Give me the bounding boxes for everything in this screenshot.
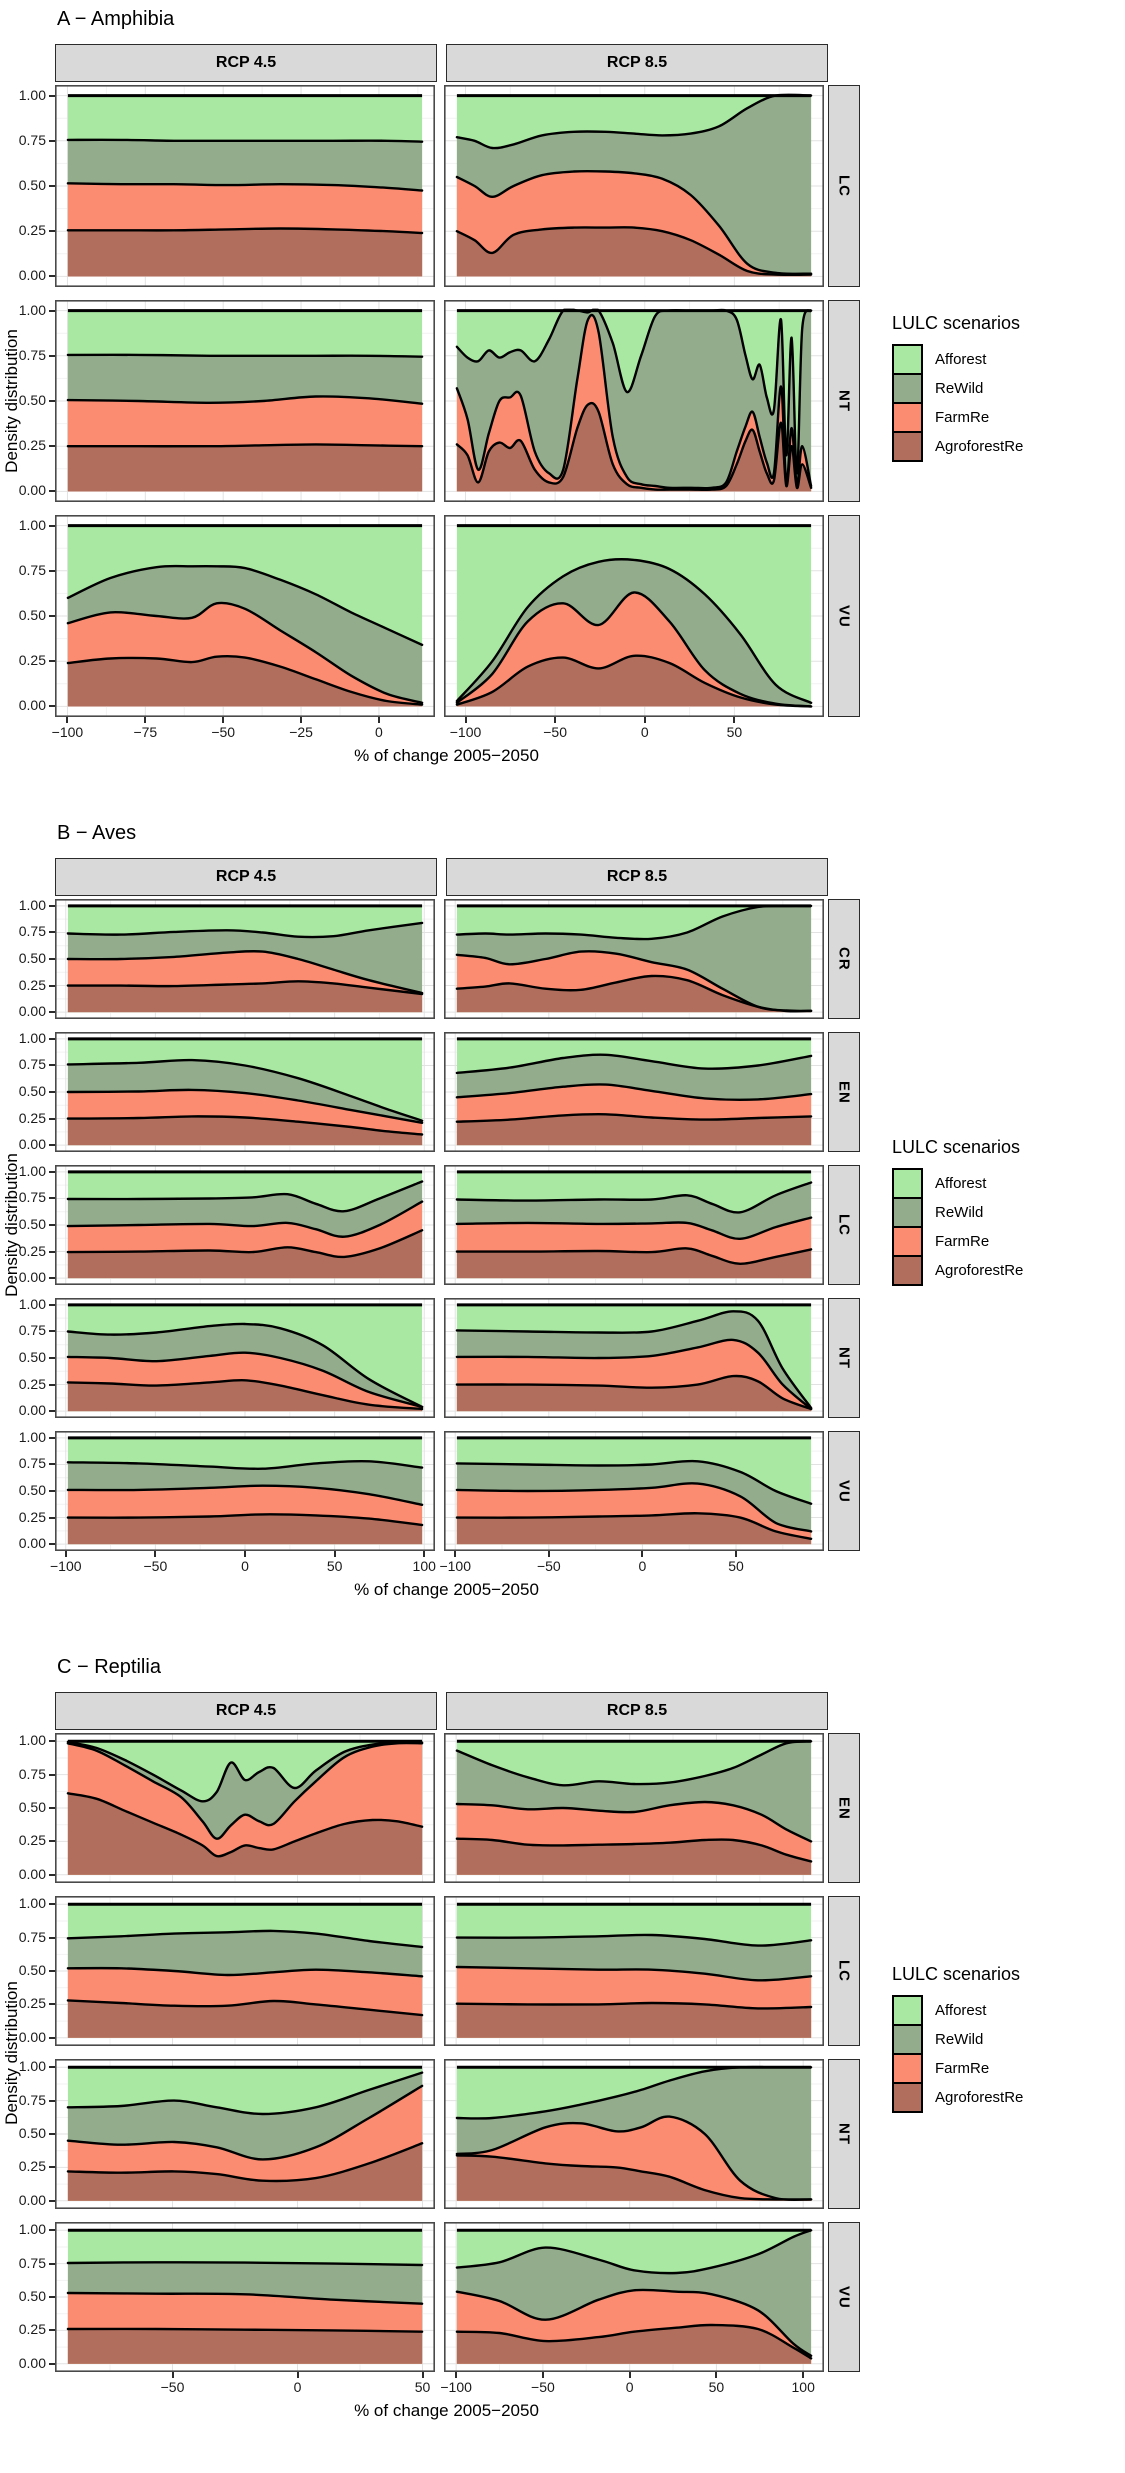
facet-A-VU-rcp45 bbox=[55, 515, 435, 717]
y-tick-label: 0.25 bbox=[18, 976, 46, 993]
plot-row-B-EN bbox=[0, 1029, 866, 1153]
row-strip-label: LC bbox=[835, 1960, 853, 1982]
facet-C-EN-rcp85 bbox=[444, 1733, 824, 1883]
legend-swatch-afforest bbox=[892, 1168, 923, 1199]
density-plot-C-NT-rcp85 bbox=[444, 2059, 824, 2209]
x-tick-mark bbox=[455, 2372, 457, 2378]
x-tick-label: 0 bbox=[625, 2379, 634, 2395]
y-tick-label: 0.25 bbox=[18, 222, 46, 239]
plot-row-C-NT bbox=[0, 2059, 866, 2209]
legend-item-farmre bbox=[892, 1226, 1023, 1257]
x-tick-label: 0 bbox=[241, 1558, 249, 1574]
y-tick-label: 0.75 bbox=[18, 1928, 46, 1945]
plot-row-C-EN bbox=[0, 1733, 866, 1883]
legend-title: LULC scenarios bbox=[892, 1964, 1021, 1984]
y-tick-label: 0.00 bbox=[18, 2191, 46, 2208]
x-axis-C bbox=[55, 2372, 866, 2399]
legend-swatch-farmre bbox=[892, 1226, 923, 1257]
density-plot-B-EN-rcp45 bbox=[55, 1032, 435, 1152]
facet-strip-label: RCP 8.5 bbox=[606, 1702, 668, 1719]
row-gap bbox=[0, 1285, 866, 1298]
legend-item-afforest bbox=[892, 344, 1023, 375]
facet-strip-C-rcp45 bbox=[55, 1692, 437, 1730]
legend-C bbox=[866, 1964, 1023, 2113]
x-tick-mark bbox=[144, 717, 146, 723]
y-tick-label: 0.00 bbox=[18, 1535, 46, 1552]
panel-title-A: A − Amphibia bbox=[57, 8, 175, 30]
y-axis-B-NT bbox=[0, 1295, 55, 1419]
density-plot-C-VU-rcp45 bbox=[55, 2222, 435, 2372]
y-tick-label: 1.00 bbox=[18, 301, 46, 318]
y-axis-B-CR bbox=[0, 896, 55, 1020]
y-tick-label: 0.25 bbox=[18, 2321, 46, 2338]
density-plot-B-EN-rcp85 bbox=[444, 1032, 824, 1152]
y-tick-label: 0.75 bbox=[18, 131, 46, 148]
row-strip-C-NT bbox=[828, 2059, 860, 2209]
legend-label: Afforest bbox=[935, 2002, 987, 2019]
panel-C bbox=[0, 1652, 1125, 2425]
facet-strip-label: RCP 8.5 bbox=[606, 868, 668, 885]
row-strip-label: LC bbox=[835, 1214, 853, 1236]
y-tick-label: 1.00 bbox=[18, 1895, 46, 1912]
plot-row-C-VU bbox=[0, 2222, 866, 2372]
x-axis-B bbox=[49, 1551, 866, 1578]
y-tick-label: 0.25 bbox=[18, 1109, 46, 1126]
legend-swatch-agroforestre bbox=[892, 431, 923, 462]
y-tick-label: 0.00 bbox=[18, 1865, 46, 1882]
y-tick-label: 0.25 bbox=[18, 1832, 46, 1849]
plot-row-A-LC bbox=[0, 85, 866, 287]
facet-strip-A-rcp45 bbox=[55, 44, 437, 82]
legend-label: AgroforestRe bbox=[935, 2089, 1024, 2106]
row-strip-label: NT bbox=[835, 390, 853, 412]
row-gap bbox=[0, 2209, 866, 2222]
panel-B bbox=[0, 818, 1125, 1604]
row-strip-A-VU bbox=[828, 515, 860, 717]
panel-A-plots bbox=[0, 4, 866, 770]
row-strip-C-VU bbox=[828, 2222, 860, 2372]
x-tick-mark bbox=[802, 2372, 804, 2378]
facet-B-LC-rcp85 bbox=[444, 1165, 824, 1285]
plot-row-C-LC bbox=[0, 1896, 866, 2046]
row-strip-B-EN bbox=[828, 1032, 860, 1152]
facet-strips-A bbox=[55, 44, 866, 82]
row-gap bbox=[0, 1019, 866, 1032]
y-tick-label: 0.50 bbox=[18, 607, 46, 623]
row-strip-B-VU bbox=[828, 1431, 860, 1551]
y-tick-label: 0.00 bbox=[18, 482, 46, 499]
y-tick-label: 0.75 bbox=[18, 2254, 46, 2271]
plot-row-A-VU bbox=[0, 515, 866, 717]
x-tick-mark bbox=[641, 1551, 643, 1557]
density-plot-C-LC-rcp85 bbox=[444, 1896, 824, 2046]
facet-strip-label: RCP 4.5 bbox=[215, 868, 277, 885]
x-tick-mark bbox=[378, 717, 380, 723]
legend-title: LULC scenarios bbox=[892, 312, 1021, 333]
x-tick-mark bbox=[423, 1551, 425, 1557]
facet-B-NT-rcp85 bbox=[444, 1298, 824, 1418]
density-plot-C-VU-rcp85 bbox=[444, 2222, 824, 2372]
legend-item-farmre bbox=[892, 402, 1023, 433]
legend-title: LULC scenarios bbox=[892, 1136, 1021, 1157]
facet-B-NT-rcp45 bbox=[55, 1298, 435, 1418]
y-axis-C-VU bbox=[0, 2222, 55, 2372]
y-tick-label: 0.50 bbox=[18, 1799, 46, 1815]
density-plot-B-VU-rcp85 bbox=[444, 1431, 824, 1551]
y-tick-label: 1.00 bbox=[18, 1029, 46, 1046]
x-tick-label: −100 bbox=[51, 724, 84, 740]
y-tick-label: 0.75 bbox=[18, 1056, 46, 1073]
facet-strip-A-rcp85 bbox=[446, 44, 828, 82]
x-tick-mark bbox=[334, 1551, 336, 1557]
x-tick-label: −50 bbox=[143, 1558, 168, 1574]
density-plot-A-NT-rcp85 bbox=[444, 300, 824, 502]
facet-B-LC-rcp45 bbox=[55, 1165, 435, 1285]
x-tick-label: −50 bbox=[211, 724, 236, 740]
x-tick-label: −50 bbox=[531, 2379, 555, 2395]
row-strip-label: VU bbox=[835, 2285, 853, 2309]
y-axis-A-LC bbox=[0, 85, 55, 287]
row-strip-B-LC bbox=[828, 1165, 860, 1285]
y-tick-label: 0.75 bbox=[18, 346, 46, 363]
y-tick-label: 0.75 bbox=[18, 561, 46, 578]
legend-swatch-farmre bbox=[892, 402, 923, 433]
legend-label: AgroforestRe bbox=[935, 1261, 1024, 1279]
x-tick-label: −25 bbox=[289, 724, 313, 740]
row-strip-label: NT bbox=[835, 2123, 853, 2145]
y-tick-label: 1.00 bbox=[18, 86, 46, 103]
x-tick-label: 100 bbox=[412, 1558, 436, 1574]
x-tick-label: −100 bbox=[439, 1558, 471, 1574]
x-tick-mark bbox=[66, 717, 68, 723]
y-tick-label: 1.00 bbox=[18, 2058, 46, 2075]
density-plot-B-CR-rcp85 bbox=[444, 899, 824, 1019]
legend-A bbox=[866, 313, 1023, 462]
x-tick-mark bbox=[154, 1551, 156, 1557]
y-tick-label: 0.25 bbox=[18, 1508, 46, 1525]
row-strip-label: EN bbox=[835, 1796, 853, 1820]
legend-label: ReWild bbox=[935, 379, 984, 397]
row-gap bbox=[0, 1418, 866, 1431]
panel-A bbox=[0, 4, 1125, 770]
density-plot-C-NT-rcp45 bbox=[55, 2059, 435, 2209]
y-tick-label: 0.50 bbox=[18, 392, 46, 408]
legend-item-farmre bbox=[892, 2053, 1023, 2084]
row-strip-A-NT bbox=[828, 300, 860, 502]
density-plot-A-VU-rcp85 bbox=[444, 515, 824, 717]
y-tick-label: 0.25 bbox=[18, 2158, 46, 2175]
y-tick-label: 0.75 bbox=[18, 923, 46, 940]
x-tick-mark bbox=[244, 1551, 246, 1557]
x-tick-label: 0 bbox=[638, 1558, 647, 1574]
facet-A-LC-rcp45 bbox=[55, 85, 435, 287]
legend-label: FarmRe bbox=[935, 1232, 990, 1250]
legend-swatch-agroforestre bbox=[892, 1255, 923, 1286]
density-plot-A-LC-rcp85 bbox=[444, 85, 824, 287]
y-tick-label: 0.00 bbox=[18, 2354, 46, 2371]
density-plot-A-LC-rcp45 bbox=[55, 85, 435, 287]
x-tick-mark bbox=[465, 717, 467, 723]
facet-strips-B bbox=[55, 858, 866, 896]
legend-item-agroforestre bbox=[892, 2082, 1023, 2113]
density-plot-B-LC-rcp85 bbox=[444, 1165, 824, 1285]
legend-swatch-rewild bbox=[892, 2024, 923, 2055]
x-tick-label: −75 bbox=[133, 724, 158, 740]
y-tick-label: 0.00 bbox=[18, 1136, 46, 1153]
y-tick-label: 0.75 bbox=[18, 1322, 46, 1339]
row-strip-B-CR bbox=[828, 899, 860, 1019]
y-tick-label: 1.00 bbox=[18, 1162, 46, 1179]
legend-column-C bbox=[866, 1652, 1125, 2425]
x-tick-mark bbox=[733, 717, 735, 723]
y-tick-label: 0.50 bbox=[18, 1349, 46, 1365]
row-strip-label: EN bbox=[835, 1080, 853, 1104]
row-gap bbox=[0, 502, 866, 515]
facet-strip-C-rcp85 bbox=[446, 1692, 828, 1730]
facet-C-EN-rcp45 bbox=[55, 1733, 435, 1883]
plot-row-B-VU bbox=[0, 1428, 866, 1552]
plot-row-B-NT bbox=[0, 1295, 866, 1419]
row-gap bbox=[0, 1152, 866, 1165]
facet-B-EN-rcp85 bbox=[444, 1032, 824, 1152]
x-axis-A bbox=[51, 717, 866, 744]
y-tick-label: 0.25 bbox=[18, 1242, 46, 1259]
y-axis-title-A: Density distribution bbox=[2, 329, 21, 473]
x-tick-label: 50 bbox=[326, 1558, 343, 1574]
panel-title-C: C − Reptilia bbox=[57, 1656, 161, 1678]
facet-B-EN-rcp45 bbox=[55, 1032, 435, 1152]
row-strip-label: LC bbox=[835, 175, 853, 197]
plot-row-B-CR bbox=[0, 896, 866, 1020]
legend-label: FarmRe bbox=[935, 2060, 990, 2077]
facet-strip-label: RCP 4.5 bbox=[215, 1702, 277, 1719]
row-gap bbox=[0, 2046, 866, 2059]
legend-swatch-farmre bbox=[892, 2053, 923, 2084]
x-tick-mark bbox=[222, 717, 224, 723]
x-tick-label: −50 bbox=[543, 724, 567, 740]
row-strip-label: NT bbox=[835, 1347, 853, 1369]
legend-item-agroforestre bbox=[892, 431, 1023, 462]
y-tick-label: 1.00 bbox=[18, 1732, 46, 1749]
legend-column-A bbox=[866, 4, 1125, 770]
x-axis-title-C: % of change 2005−2050 bbox=[354, 2401, 539, 2420]
y-tick-label: 0.50 bbox=[18, 950, 46, 966]
legend-item-rewild bbox=[892, 373, 1023, 404]
legend-item-afforest bbox=[892, 1168, 1023, 1199]
y-tick-label: 1.00 bbox=[18, 896, 46, 913]
y-tick-label: 0.00 bbox=[18, 267, 46, 284]
legend-item-rewild bbox=[892, 2024, 1023, 2055]
x-tick-label: −50 bbox=[160, 2379, 185, 2395]
facet-C-VU-rcp45 bbox=[55, 2222, 435, 2372]
y-tick-label: 0.25 bbox=[18, 1995, 46, 2012]
x-tick-label: −100 bbox=[449, 724, 482, 740]
y-tick-label: 0.00 bbox=[18, 1402, 46, 1419]
y-tick-label: 1.00 bbox=[18, 516, 46, 533]
facet-C-VU-rcp85 bbox=[444, 2222, 824, 2372]
facet-strip-label: RCP 8.5 bbox=[606, 54, 668, 71]
x-tick-label: 50 bbox=[708, 2379, 725, 2395]
legend-label: FarmRe bbox=[935, 408, 990, 426]
plot-row-B-LC bbox=[0, 1162, 866, 1286]
row-strip-label: CR bbox=[835, 947, 853, 971]
legend-swatch-rewild bbox=[892, 373, 923, 404]
y-tick-label: 0.75 bbox=[18, 1455, 46, 1472]
x-tick-mark bbox=[735, 1551, 737, 1557]
legend-label: AgroforestRe bbox=[935, 437, 1024, 455]
y-tick-label: 0.25 bbox=[18, 437, 46, 454]
x-axis-title-A: % of change 2005−2050 bbox=[354, 746, 539, 765]
y-tick-label: 0.00 bbox=[18, 1003, 46, 1020]
row-gap bbox=[0, 1883, 866, 1896]
x-tick-label: 0 bbox=[640, 724, 649, 740]
legend-label: Afforest bbox=[935, 350, 987, 368]
facet-B-VU-rcp45 bbox=[55, 1431, 435, 1551]
y-tick-label: 0.50 bbox=[18, 2288, 46, 2304]
x-tick-mark bbox=[65, 1551, 67, 1557]
facet-C-NT-rcp85 bbox=[444, 2059, 824, 2209]
panel-C-plots bbox=[0, 1652, 866, 2425]
facet-B-CR-rcp85 bbox=[444, 899, 824, 1019]
facet-A-NT-rcp45 bbox=[55, 300, 435, 502]
density-plot-B-NT-rcp45 bbox=[55, 1298, 435, 1418]
facet-B-CR-rcp45 bbox=[55, 899, 435, 1019]
row-strip-A-LC bbox=[828, 85, 860, 287]
legend-label: Afforest bbox=[935, 1174, 987, 1192]
y-tick-label: 0.75 bbox=[18, 1765, 46, 1782]
row-strip-label: VU bbox=[835, 604, 853, 628]
y-axis-title-B: Density distribution bbox=[2, 1153, 21, 1297]
legend-B bbox=[866, 1137, 1023, 1286]
x-axis-title-B: % of change 2005−2050 bbox=[354, 1580, 539, 1599]
x-tick-mark bbox=[715, 2372, 717, 2378]
density-plot-C-EN-rcp85 bbox=[444, 1733, 824, 1883]
legend-item-afforest bbox=[892, 1995, 1023, 2026]
legend-item-agroforestre bbox=[892, 1255, 1023, 1286]
x-tick-label: −100 bbox=[440, 2379, 472, 2395]
facet-C-LC-rcp45 bbox=[55, 1896, 435, 2046]
panel-B-plots bbox=[0, 818, 866, 1604]
y-tick-label: 0.00 bbox=[18, 2028, 46, 2045]
x-tick-mark bbox=[172, 2372, 174, 2378]
facet-C-NT-rcp45 bbox=[55, 2059, 435, 2209]
x-tick-mark bbox=[629, 2372, 631, 2378]
y-tick-label: 0.00 bbox=[18, 697, 46, 714]
y-tick-label: 0.25 bbox=[18, 652, 46, 669]
facet-C-LC-rcp85 bbox=[444, 1896, 824, 2046]
row-strip-label: VU bbox=[835, 1479, 853, 1503]
y-tick-label: 0.00 bbox=[18, 1269, 46, 1286]
x-tick-mark bbox=[548, 1551, 550, 1557]
y-tick-label: 0.50 bbox=[18, 177, 46, 193]
row-strip-B-NT bbox=[828, 1298, 860, 1418]
y-tick-label: 0.50 bbox=[18, 1216, 46, 1232]
x-tick-mark bbox=[644, 717, 646, 723]
y-tick-label: 1.00 bbox=[18, 2221, 46, 2238]
x-tick-label: −100 bbox=[49, 1558, 82, 1574]
y-axis-B-EN bbox=[0, 1029, 55, 1153]
y-axis-A-VU bbox=[0, 515, 55, 717]
density-plot-A-NT-rcp45 bbox=[55, 300, 435, 502]
facet-A-NT-rcp85 bbox=[444, 300, 824, 502]
row-strip-C-EN bbox=[828, 1733, 860, 1883]
density-plot-B-VU-rcp45 bbox=[55, 1431, 435, 1551]
y-tick-label: 1.00 bbox=[18, 1295, 46, 1312]
legend-label: ReWild bbox=[935, 2031, 984, 2048]
panel-title-B: B − Aves bbox=[57, 822, 137, 844]
density-plot-C-EN-rcp45 bbox=[55, 1733, 435, 1883]
y-tick-label: 0.50 bbox=[18, 1083, 46, 1099]
density-plot-A-VU-rcp45 bbox=[55, 515, 435, 717]
facet-strip-B-rcp85 bbox=[446, 858, 828, 896]
y-tick-label: 0.75 bbox=[18, 2091, 46, 2108]
x-tick-label: 50 bbox=[414, 2379, 431, 2395]
x-tick-label: 50 bbox=[728, 1558, 744, 1574]
y-tick-label: 0.50 bbox=[18, 1962, 46, 1978]
density-plot-B-LC-rcp45 bbox=[55, 1165, 435, 1285]
row-strip-C-LC bbox=[828, 1896, 860, 2046]
y-tick-label: 0.75 bbox=[18, 1189, 46, 1206]
density-plot-B-NT-rcp85 bbox=[444, 1298, 824, 1418]
legend-item-rewild bbox=[892, 1197, 1023, 1228]
legend-swatch-afforest bbox=[892, 344, 923, 375]
x-tick-mark bbox=[300, 717, 302, 723]
facet-strip-B-rcp45 bbox=[55, 858, 437, 896]
y-axis-C-EN bbox=[0, 1733, 55, 1883]
x-tick-label: 50 bbox=[726, 724, 743, 740]
facet-strips-C bbox=[55, 1692, 866, 1730]
y-tick-label: 0.25 bbox=[18, 1375, 46, 1392]
legend-column-B bbox=[866, 818, 1125, 1604]
legend-swatch-rewild bbox=[892, 1197, 923, 1228]
y-tick-label: 1.00 bbox=[18, 1428, 46, 1445]
legend-label: ReWild bbox=[935, 1203, 984, 1221]
x-tick-mark bbox=[542, 2372, 544, 2378]
y-tick-label: 0.50 bbox=[18, 2125, 46, 2141]
facet-A-LC-rcp85 bbox=[444, 85, 824, 287]
y-axis-B-VU bbox=[0, 1428, 55, 1552]
facet-A-VU-rcp85 bbox=[444, 515, 824, 717]
y-tick-label: 0.50 bbox=[18, 1482, 46, 1498]
facet-strip-label: RCP 4.5 bbox=[215, 54, 277, 71]
x-tick-mark bbox=[297, 2372, 299, 2378]
x-tick-label: 0 bbox=[293, 2379, 302, 2395]
x-tick-mark bbox=[454, 1551, 456, 1557]
x-tick-mark bbox=[422, 2372, 424, 2378]
plot-row-A-NT bbox=[0, 300, 866, 502]
legend-swatch-agroforestre bbox=[892, 2082, 923, 2113]
x-tick-label: 0 bbox=[375, 724, 383, 740]
x-tick-label: 100 bbox=[791, 2379, 815, 2395]
x-tick-label: −50 bbox=[536, 1558, 561, 1574]
density-plot-C-LC-rcp45 bbox=[55, 1896, 435, 2046]
density-plot-B-CR-rcp45 bbox=[55, 899, 435, 1019]
x-tick-mark bbox=[554, 717, 556, 723]
row-gap bbox=[0, 287, 866, 300]
facet-B-VU-rcp85 bbox=[444, 1431, 824, 1551]
legend-swatch-afforest bbox=[892, 1995, 923, 2026]
y-axis-title-C: Density distribution bbox=[2, 1980, 21, 2125]
